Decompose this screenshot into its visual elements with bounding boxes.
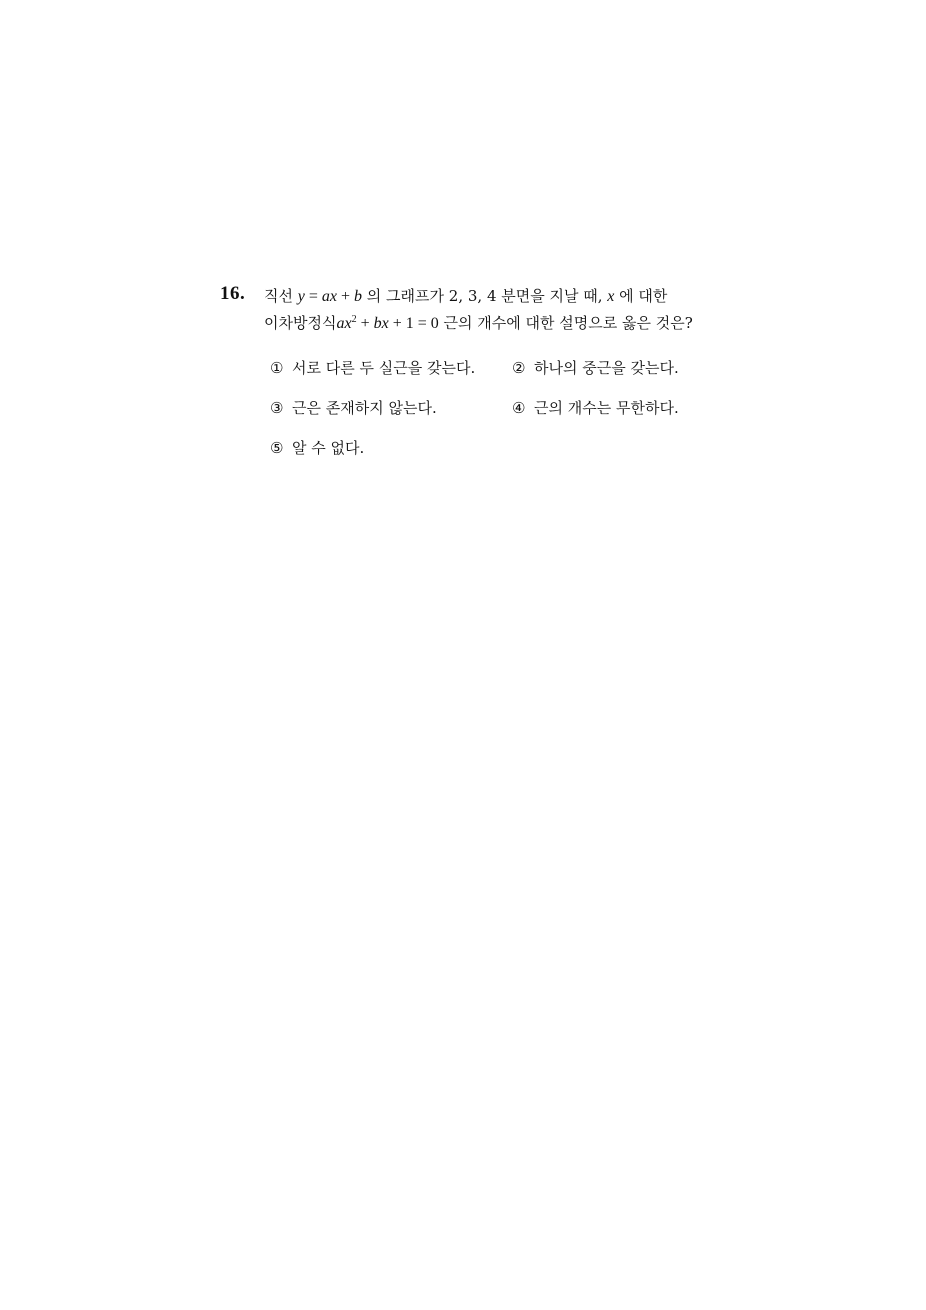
choice-text: 근은 존재하지 않는다. bbox=[292, 399, 437, 417]
choice-marker: ② bbox=[512, 359, 526, 377]
stem-text: 의 그래프가 2, 3, 4 분면을 지날 때, bbox=[362, 287, 608, 305]
choice-marker: ④ bbox=[512, 399, 526, 417]
stem-line-1 bbox=[264, 283, 784, 310]
stem-text: 근의 개수에 대한 설명으로 옳은 것은? bbox=[438, 314, 693, 332]
stem-text: 이차방정식 bbox=[264, 314, 337, 332]
choice-2[interactable] bbox=[512, 357, 679, 378]
choice-4[interactable] bbox=[512, 397, 679, 418]
line-equation: y = ax + b bbox=[297, 288, 363, 305]
choice-marker: ③ bbox=[270, 399, 284, 417]
choice-marker: ⑤ bbox=[270, 439, 284, 457]
choice-text: 근의 개수는 무한하다. bbox=[534, 399, 679, 417]
choice-1[interactable] bbox=[270, 357, 475, 378]
choice-text: 서로 다른 두 실근을 갖는다. bbox=[292, 359, 476, 377]
variable-x: x bbox=[607, 288, 615, 305]
choice-text: 하나의 중근을 갖는다. bbox=[534, 359, 679, 377]
choice-marker: ① bbox=[270, 359, 284, 377]
choice-5[interactable] bbox=[270, 437, 364, 458]
choice-text: 알 수 없다. bbox=[292, 439, 365, 457]
stem-line-2 bbox=[264, 310, 784, 337]
problem-stem bbox=[264, 283, 784, 337]
problem-number: 16. bbox=[220, 283, 246, 304]
stem-text: 직선 bbox=[264, 287, 298, 305]
stem-text: 에 대한 bbox=[614, 287, 668, 305]
choice-3[interactable] bbox=[270, 397, 437, 418]
quadratic-equation: $ax^2$ + bx + 1 = 0 bbox=[336, 314, 439, 332]
